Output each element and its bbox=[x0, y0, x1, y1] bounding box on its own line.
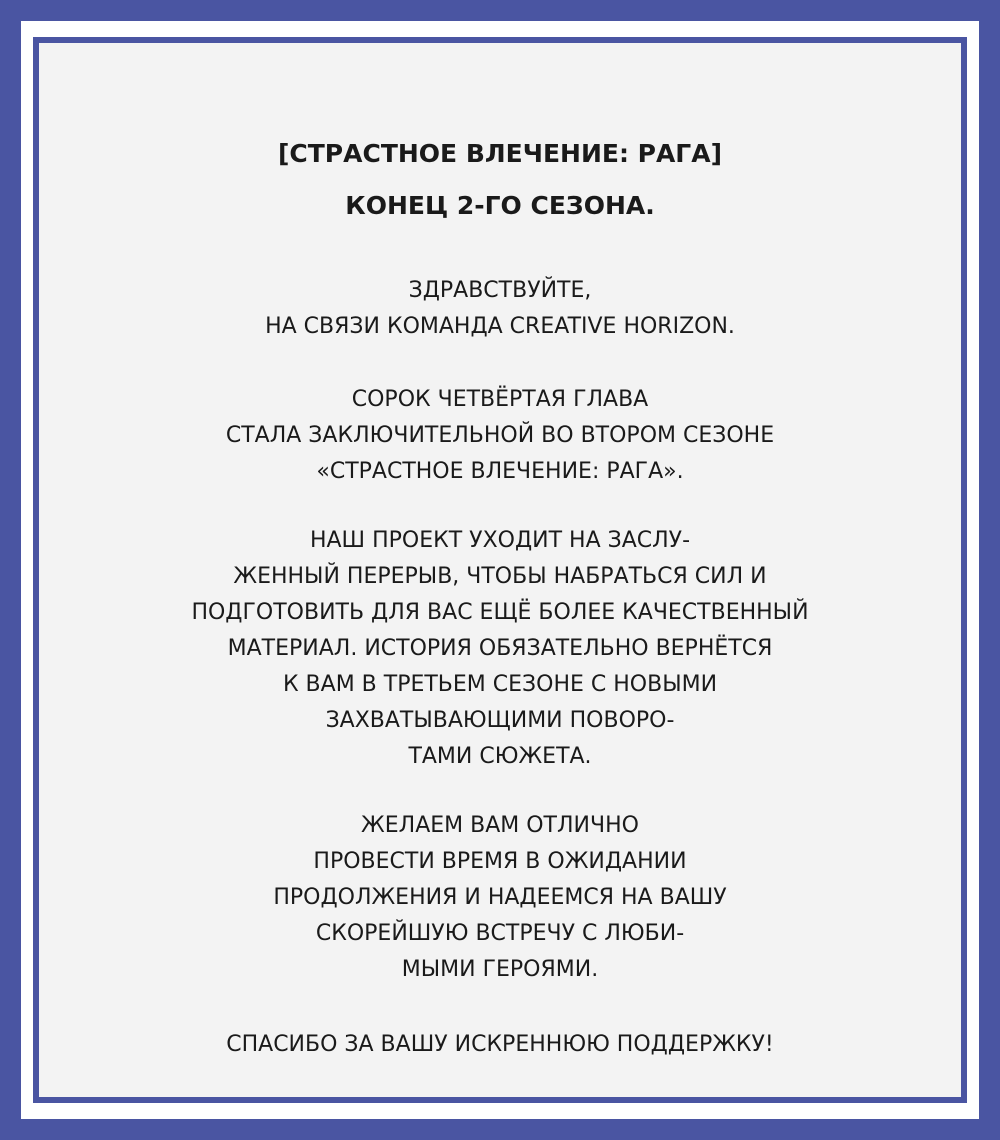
text-line: ПРОВЕСТИ ВРЕМЯ В ОЖИДАНИИ bbox=[313, 849, 687, 874]
wishes-paragraph bbox=[39, 808, 961, 988]
text-line: МЫМИ ГЕРОЯМИ. bbox=[401, 957, 599, 982]
text-line: ЗДРАВСТВУЙТЕ, bbox=[408, 278, 592, 303]
text-line: НА СВЯЗИ КОМАНДА CREATIVE HORIZON. bbox=[265, 314, 735, 339]
text-line: К ВАМ В ТРЕТЬЕМ СЕЗОНЕ С НОВЫМИ bbox=[282, 672, 718, 697]
text-line: ТАМИ СЮЖЕТА. bbox=[408, 744, 592, 769]
text-line: СПАСИБО ЗА ВАШУ ИСКРЕННЮЮ ПОДДЕРЖКУ! bbox=[226, 1032, 774, 1057]
season-end-title: КОНЕЦ 2-ГО СЕЗОНА. bbox=[345, 191, 655, 220]
text-line: СОРОК ЧЕТВЁРТАЯ ГЛАВА bbox=[351, 387, 649, 412]
text-line: МАТЕРИАЛ. ИСТОРИЯ ОБЯЗАТЕЛЬНО ВЕРНЁТСЯ bbox=[227, 636, 773, 661]
chapter-paragraph bbox=[39, 382, 961, 490]
series-title: [СТРАСТНОЕ ВЛЕЧЕНИЕ: РАГА] bbox=[277, 139, 723, 168]
text-line: ЖЕЛАЕМ ВАМ ОТЛИЧНО bbox=[361, 813, 639, 838]
text-line: «СТРАСТНОЕ ВЛЕЧЕНИЕ: РАГА». bbox=[316, 459, 684, 484]
text-line: ЗАХВАТЫВАЮЩИМИ ПОВОРО- bbox=[325, 708, 675, 733]
break-paragraph bbox=[39, 523, 961, 775]
text-line: ПОДГОТОВИТЬ ДЛЯ ВАС ЕЩЁ БОЛЕЕ КАЧЕСТВЕННЫЙ bbox=[191, 600, 809, 625]
text-line: СКОРЕЙШУЮ ВСТРЕЧУ С ЛЮБИ- bbox=[315, 921, 685, 946]
text-line: ЖЕННЫЙ ПЕРЕРЫВ, ЧТОБЫ НАБРАТЬСЯ СИЛ И bbox=[233, 564, 767, 589]
announcement-panel bbox=[39, 43, 961, 1097]
greeting-paragraph bbox=[39, 273, 961, 345]
text-line: ПРОДОЛЖЕНИЯ И НАДЕЕМСЯ НА ВАШУ bbox=[273, 885, 727, 910]
text-line: СТАЛА ЗАКЛЮЧИТЕЛЬНОЙ ВО ВТОРОМ СЕЗОНЕ bbox=[225, 423, 775, 448]
text-line: НАШ ПРОЕКТ УХОДИТ НА ЗАСЛУ- bbox=[309, 528, 691, 553]
thanks-paragraph bbox=[39, 1027, 961, 1063]
